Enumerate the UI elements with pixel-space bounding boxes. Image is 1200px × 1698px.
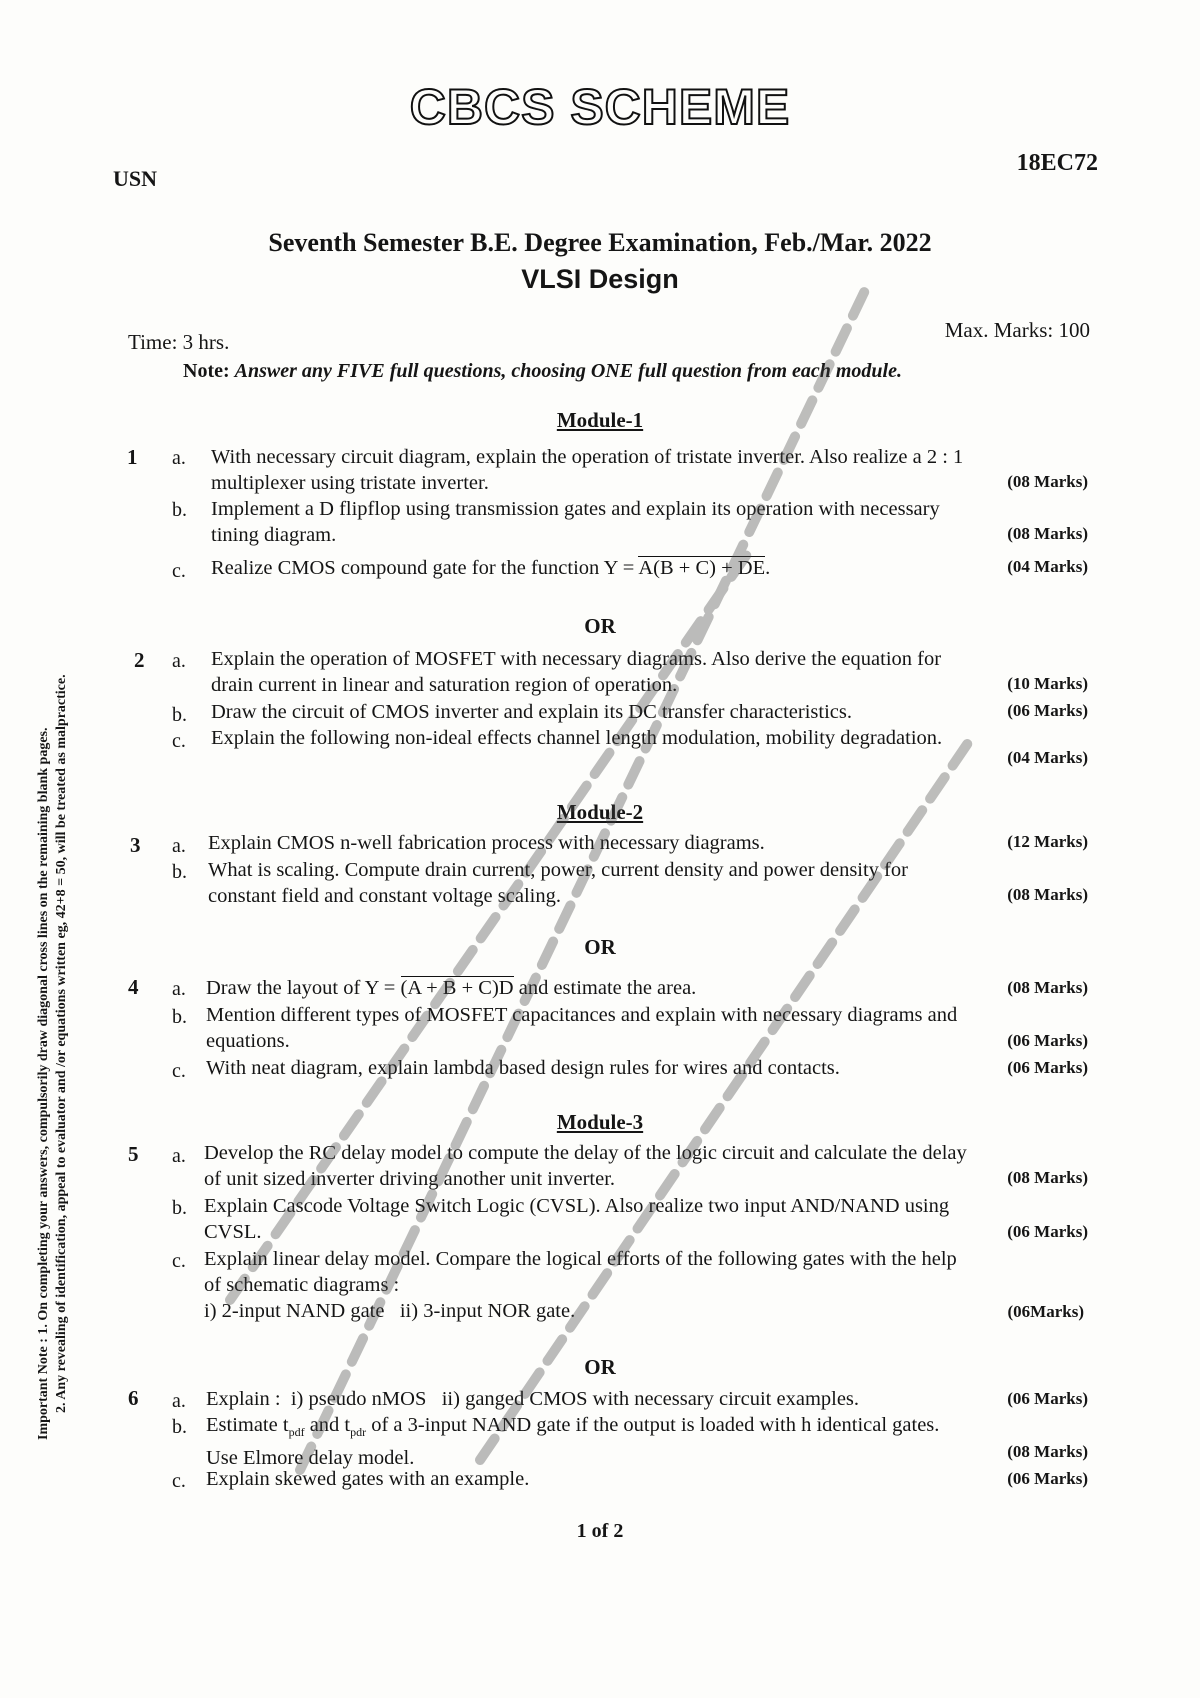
- question-text: Realize CMOS compound gate for the function Y = A(B + C) + DE.: [211, 557, 771, 579]
- question-number: 3: [130, 833, 141, 857]
- question-text: Explain CMOS n-well fabrication process with necessary diagrams.: [208, 832, 765, 854]
- question-number: 4: [128, 975, 139, 999]
- marks-label: (04 Marks): [1007, 748, 1088, 767]
- marks-label: (06 Marks): [1007, 701, 1088, 720]
- marks-label: (06 Marks): [1007, 1058, 1088, 1077]
- part-label: c.: [172, 560, 186, 582]
- text-line: drain current in linear and saturation region of operation.: [211, 674, 678, 696]
- text-line: constant field and constant voltage scaling.: [208, 885, 561, 907]
- marks-label: (06Marks): [1007, 1302, 1084, 1321]
- note-label: Note:: [183, 360, 230, 382]
- question-text: [211, 444, 1091, 496]
- marks-label: (08 Marks): [1007, 1168, 1088, 1187]
- overlined-expression: (A + B + C)D: [400, 977, 514, 999]
- text-line: With necessary circuit diagram, explain the operation of tristate inverter. Also realize a 2 : 1: [211, 446, 964, 468]
- usn-label: USN: [113, 166, 158, 191]
- marks-label: (08 Marks): [1007, 1442, 1088, 1461]
- scheme-banner: CBCS SCHEME: [409, 79, 791, 135]
- subject-title: VLSI Design: [521, 264, 679, 294]
- question-text: Explain : i) pseudo nMOS ii) ganged CMOS with necessary circuit examples.: [206, 1388, 860, 1410]
- question-text: Draw the circuit of CMOS inverter and explain its DC transfer characteristics.: [211, 701, 852, 723]
- text-line: Implement a D flipflop using transmission gates and explain its operation with necessary: [211, 498, 940, 520]
- exam-time: Time: 3 hrs.: [128, 330, 230, 354]
- or-separator: OR: [584, 1355, 616, 1379]
- part-label: a.: [172, 650, 186, 672]
- text-line: CVSL.: [204, 1221, 262, 1243]
- instructions-note: [183, 360, 902, 383]
- page-number: 1 of 2: [576, 1520, 624, 1542]
- text-line: What is scaling. Compute drain current, power, current density and power density for: [208, 859, 908, 881]
- text-line: of schematic diagrams :: [204, 1274, 400, 1296]
- marks-label: (08 Marks): [1007, 524, 1088, 543]
- side-note-line: 2. Any revealing of identification, appeal to evaluator and /or equations written eg, 42+8 = 50, will be treated as malpractice.: [54, 674, 69, 1413]
- text-line: Explain Cascode Voltage Switch Logic (CVSL). Also realize two input AND/NAND using: [204, 1195, 950, 1217]
- text-line: Mention different types of MOSFET capacitances and explain with necessary diagrams and: [206, 1004, 958, 1026]
- marks-label: (08 Marks): [1007, 885, 1088, 904]
- exam-title: Seventh Semester B.E. Degree Examination, Feb./Mar. 2022: [268, 228, 932, 257]
- question-text: Draw the layout of Y = (A + B + C)D and estimate the area.: [206, 977, 697, 999]
- marks-label: (08 Marks): [1007, 978, 1088, 997]
- question-text: With neat diagram, explain lambda based design rules for wires and contacts.: [206, 1057, 840, 1079]
- part-label: b.: [172, 499, 187, 521]
- question-text: [204, 1246, 1090, 1324]
- question-text: [206, 1412, 1092, 1471]
- question-text: [211, 496, 1091, 548]
- course-code: 18EC72: [1016, 150, 1098, 176]
- part-label: c.: [172, 730, 186, 752]
- question-text: [208, 857, 1090, 909]
- marks-label: (06 Marks): [1007, 1469, 1088, 1488]
- text-line: of unit sized inverter driving another unit inverter.: [204, 1168, 616, 1190]
- module-2-heading: Module-2: [556, 800, 644, 824]
- part-label: c.: [172, 1060, 186, 1082]
- part-label: b.: [172, 1006, 187, 1028]
- question-number: 2: [134, 648, 145, 672]
- question-number: 6: [128, 1386, 139, 1410]
- part-label: c.: [172, 1250, 186, 1272]
- max-marks: Max. Marks: 100: [944, 318, 1090, 342]
- text-line: i) 2-input NAND gate ii) 3-input NOR gate.: [204, 1300, 576, 1322]
- part-label: a.: [172, 1145, 186, 1167]
- text-line: Explain linear delay model. Compare the logical efforts of the following gates with the help: [204, 1248, 957, 1270]
- marks-label: (12 Marks): [1007, 832, 1088, 851]
- marks-label: (06 Marks): [1007, 1031, 1088, 1050]
- question-text: [211, 646, 1091, 698]
- or-separator: OR: [584, 935, 616, 959]
- question-text: [204, 1193, 1090, 1245]
- part-label: a.: [172, 1390, 186, 1412]
- part-label: b.: [172, 1416, 187, 1438]
- text-line: multiplexer using tristate inverter.: [211, 472, 489, 494]
- question-text: Explain skewed gates with an example.: [206, 1468, 530, 1490]
- marks-label: (08 Marks): [1007, 472, 1088, 491]
- question-number: 5: [128, 1142, 139, 1166]
- marks-label: (04 Marks): [1007, 557, 1088, 576]
- text-line: Estimate $t_{pdf}$ and $t_{pdr}$ of a 3-input NAND gate if the output is loaded with h identical gates.: [206, 1414, 940, 1440]
- text-line: equations.: [206, 1030, 290, 1052]
- question-text: [206, 1002, 1090, 1054]
- question-number: 1: [127, 445, 138, 469]
- part-label: a.: [172, 447, 186, 469]
- module-1-heading: Module-1: [556, 408, 644, 432]
- marks-label: (10 Marks): [1007, 674, 1088, 693]
- part-label: b.: [172, 1197, 187, 1219]
- overlined-expression: A(B + C) + DE: [638, 557, 766, 579]
- text-line: tining diagram.: [211, 524, 337, 546]
- marks-label: (06 Marks): [1007, 1222, 1088, 1241]
- marks-label: (06 Marks): [1007, 1389, 1088, 1408]
- module-3-heading: Module-3: [556, 1110, 644, 1134]
- part-label: b.: [172, 861, 187, 883]
- part-label: a.: [172, 978, 186, 1000]
- or-separator: OR: [584, 614, 616, 638]
- text-line: Develop the RC delay model to compute the delay of the logic circuit and calculate the delay: [204, 1142, 967, 1164]
- part-label: a.: [172, 835, 186, 857]
- part-label: c.: [172, 1470, 186, 1492]
- side-important-note: [35, 370, 71, 1440]
- text-line: Use Elmore delay model.: [206, 1447, 415, 1470]
- note-text: Answer any FIVE full questions, choosing ONE full question from each module.: [234, 360, 902, 382]
- side-note-line: Important Note : 1. On completing your answers, compulsorily draw diagonal cross lines on the remaining blank pages.: [36, 727, 51, 1440]
- text-line: Explain the operation of MOSFET with necessary diagrams. Also derive the equation for: [211, 648, 942, 670]
- part-label: b.: [172, 704, 187, 726]
- question-text: [204, 1140, 1090, 1192]
- question-text: Explain the following non-ideal effects channel length modulation, mobility degradation.: [211, 727, 943, 749]
